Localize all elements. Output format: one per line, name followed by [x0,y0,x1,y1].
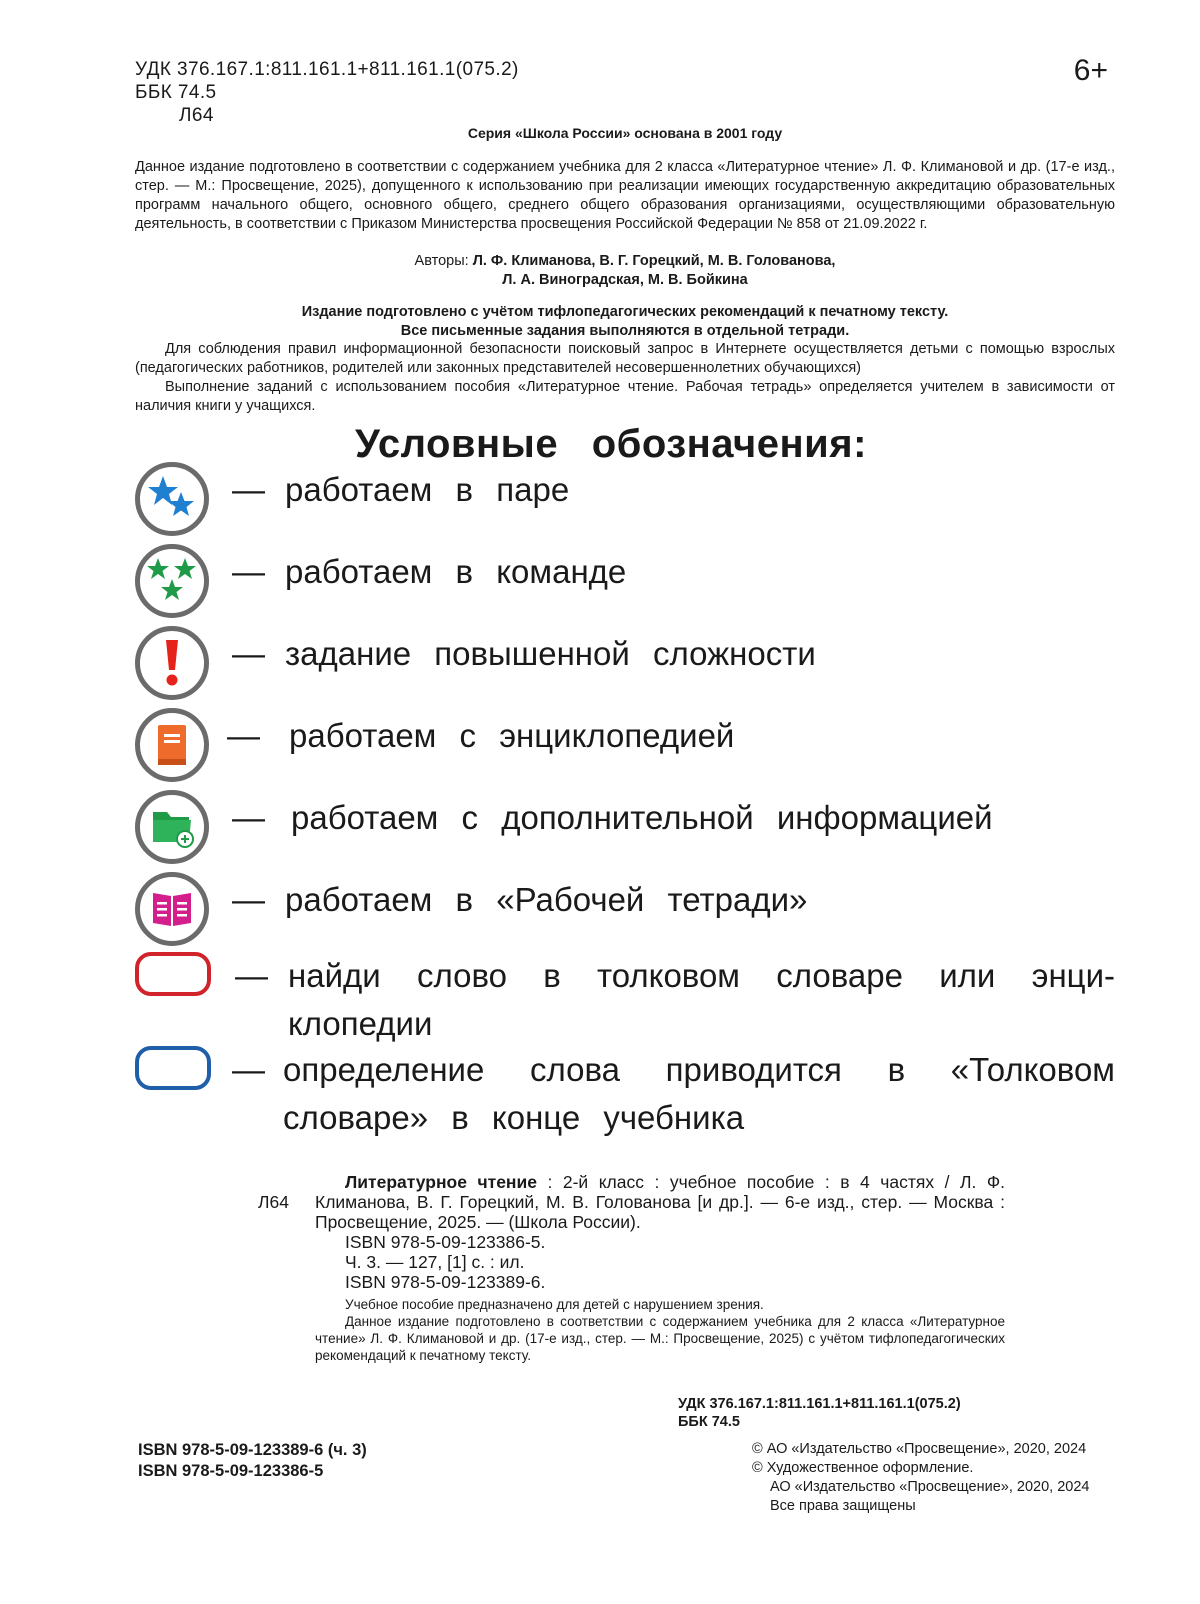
legend-text: работаем с дополнительной информацией [291,799,993,836]
authors-line-1: Л. Ф. Климанова, В. Г. Горецкий, М. В. Голованова, [472,253,836,269]
card-classification [678,1395,961,1431]
legend-dash: — [232,635,265,672]
legend-text-line-1: определение слова приводится в «Толковом [283,1051,1115,1088]
book-description: : 2-й класс : учебное пособие : в 4 частях / Л. Ф. Климанова, В. Г. Горецкий, М. В. Голованова [и др.]. — 6-е изд., стер. — Москва : Просвещение, 2025. — (Школа России). [315,1172,1005,1232]
card-bbk: ББК 74.5 [678,1414,740,1430]
legend-text: работаем в паре [285,471,570,508]
encyclopedia-book-icon [135,708,209,782]
safety-paragraph: Для соблюдения правил информационной безопасности поисковый запрос в Интернете осуществляется детьми с помощью взрослых (педагогических работников, родителей или законных представителей несовершеннолетних обучающихся) [135,341,1115,376]
legend-text-line-2: словаре» в конце учебника [283,1099,745,1136]
copyright-block [752,1440,1089,1516]
copyright-line-1: © АО «Издательство «Просвещение», 2020, 2024 [752,1441,1087,1457]
tiflo-line-2: Все письменные задания выполняются в отдельной тетради. [400,323,850,339]
authors-label: Авторы: [414,253,473,269]
header-classification [135,58,519,127]
legend-text: задание повышенной сложности [285,635,816,672]
tiflo-line-1: Издание подготовлено с учётом тифлопедагогических рекомендаций к печатному тексту. [301,304,949,320]
safety-notes [135,340,1115,416]
footer-isbn-set: ISBN 978-5-09-123386-5 [138,1462,324,1480]
intro-paragraph: Данное издание подготовлено в соответствии с содержанием учебника для 2 класса «Литературное чтение» Л. Ф. Климановой и др. (17-е изд., стер. — М.: Просвещение, 2025), допущенного к использованию при реализации имеющих государственную аккредитацию образовательных программ начального общего, основного общего, среднего общего образования организациями, осуществляющими образовательную деятельность, в соответствии с Приказом Министерства просвещения Российской Федерации № 858 от 21.09.2022 г. [135,159,1115,232]
card-udk: УДК 376.167.1:811.161.1+811.161.1(075.2) [678,1396,961,1412]
folder-plus-icon [135,790,209,864]
legend-item-dictionary [135,952,1115,1048]
footer-isbn-part: ISBN 978-5-09-123389-6 (ч. 3) [138,1441,367,1459]
legend-text: работаем в «Рабочей тетради» [285,881,808,918]
author-mark: Л64 [179,105,214,126]
legend-title: Условные обозначения: [355,422,867,466]
legend-dash: — [232,881,265,918]
workbook-icon [135,872,209,946]
legend-dash: — [227,717,260,754]
copyright-line-3: АО «Издательство «Просвещение», 2020, 2024 [770,1479,1090,1495]
legend-text-line-1: найди слово в толковом словаре или энци- [288,957,1115,994]
red-frame-icon [135,952,211,996]
blue-frame-icon [135,1046,211,1090]
exclamation-icon [135,626,209,700]
team-stars-icon [135,544,209,618]
legend-dash: — [232,1051,265,1088]
catalog-card [315,1172,1005,1364]
legend-dash: — [232,799,265,836]
part-info: Ч. 3. — 127, [1] с. : ил. [345,1252,525,1272]
tiflo-note [0,303,1200,341]
copyright-line-4: Все права защищены [770,1498,916,1514]
isbn-set: ISBN 978-5-09-123386-5. [345,1232,546,1252]
card-title [315,1172,1005,1232]
authors-block [0,252,1200,290]
footer-isbn [138,1440,367,1482]
legend-text [288,952,1115,1048]
authors-line-2: Л. А. Виноградская, М. В. Бойкина [502,272,748,288]
legend-dash: — [232,553,265,590]
legend-dash: — [232,471,265,508]
udk-code: УДК 376.167.1:811.161.1+811.161.1(075.2) [135,59,519,80]
book-title: Литературное чтение [345,1172,537,1192]
workbook-paragraph: Выполнение заданий с использованием пособия «Литературное чтение. Рабочая тетрадь» определяется учителем в зависимости от наличия книги у учащихся. [135,379,1115,414]
card-note-1: Учебное пособие предназначено для детей с нарушением зрения. [345,1297,764,1312]
isbn-part: ISBN 978-5-09-123389-6. [345,1272,546,1292]
legend-item-glossary [135,1046,1115,1142]
bbk-code: ББК 74.5 [135,82,217,103]
legend-text [283,1046,1115,1142]
card-note-2: Данное издание подготовлено в соответствии с содержанием учебника для 2 класса «Литературное чтение» Л. Ф. Климановой и др. (17-е изд., стер. — М.: Просвещение, 2025) с учётом тифлопедагогических рекомендаций к печатному тексту. [315,1314,1005,1363]
legend-text-line-2: клопедии [288,1005,433,1042]
card-author-mark: Л64 [258,1192,289,1212]
pair-stars-icon [135,462,209,536]
age-rating: 6+ [1073,54,1108,87]
series-line: Серия «Школа России» основана в 2001 году [467,125,783,141]
legend-dash: — [235,957,268,994]
copyright-line-2: © Художественное оформление. [752,1460,974,1476]
legend-text: работаем с энциклопедией [289,717,735,754]
card-notes [315,1296,1005,1364]
legend-text: работаем в команде [285,553,627,590]
